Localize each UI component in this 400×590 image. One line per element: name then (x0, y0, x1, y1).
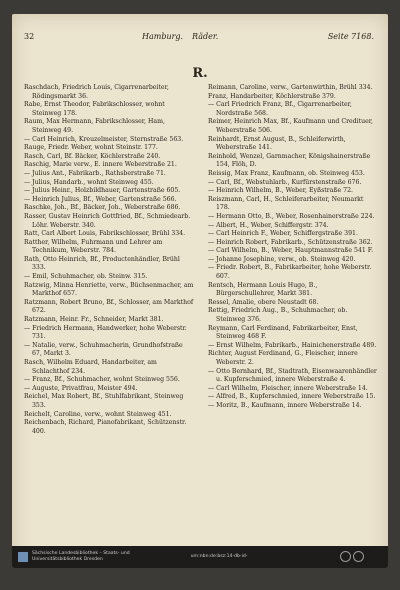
directory-entry: — Otto Bernhard, Bf., Stadtrath, Eisenwaarenhändler u. Kupferschmied, innere Weberstraße 4. (208, 367, 377, 384)
directory-entry: Reichenbach, Richard, Pianofabrikant, Schützenstr. 400. (24, 419, 187, 435)
directory-entry: — Moritz, B., Kaufmann, innere Weberstraße 14. (208, 401, 362, 409)
directory-entry: Richter, August Ferdinand, G., Fleischer, innere Weberstr. 2. (208, 350, 358, 366)
directory-entry: — Carl Friedrich Franz, Bf., Cigarrenarbeiter, Nordstraße 568. (208, 101, 352, 117)
directory-entry: Ratzmann, Robert Bruno, Bf., Schlosser, am Markthof 672. (24, 298, 194, 315)
directory-entry: — Julius Heinr., Holzbildhauer, Gartenstraße 605. (24, 187, 181, 195)
header-mid-title: Räder. (192, 32, 219, 41)
footer-library-text: Sächsische Landesbibliothek – Staats- und Universitätsbibliothek Dresden (32, 551, 130, 562)
directory-entry: Rauge, Friedr. Weber, wohnt Steinstr. 177. (24, 144, 158, 152)
directory-entry: Ratther, Wilhelm, Fuhrmann und Lehrer am Technikum, Weberstr. 784. (24, 238, 163, 255)
directory-entry: — Carl, Bf., Webstuhlarb., Kurfürstenstraße 676. (208, 178, 362, 186)
directory-entry: Rabe, Ernst Theodor, Fabrikschlosser, wohnt Steinweg 178. (24, 101, 165, 117)
directory-entry: — Carl Heinrich F., Weber, Schiffergstraße 391. (208, 230, 358, 238)
directory-entry: — Natalie, verw., Schuhmacherin, Grundhofstraße 67, Markt 3. (24, 341, 183, 358)
left-column (24, 84, 194, 436)
directory-entry: Reichel, Max Robert, Bf., Stuhlfabrikant, Steinweg 353. (24, 393, 184, 409)
directory-entry: — Heinrich Robert, Fabrikarb., Schützenstraße 362. (208, 238, 373, 246)
directory-entry: Ressel, Amalie, obere Neustadt 68. (208, 298, 319, 306)
directory-entry: Reymann, Carl Ferdinand, Fabrikarbeiter, Enst, Steinweg 468 F. (208, 324, 358, 341)
directory-entry: — Franz, Bf., Schuhmacher, wohnt Steinweg 556. (24, 376, 180, 384)
directory-entry: Reimann, Caroline, verw., Gartenwirthin, Brühl 334. (208, 84, 373, 91)
directory-entry: Franz, Handarbeiter, Köchlerstraße 379. (208, 92, 336, 100)
directory-entry: Raschdach, Friedrich Louis, Cigarrenarbeiter, Rödingsmarkt 36. (24, 84, 169, 100)
directory-entry: Ratzmann, Heinr. Fr., Schneider, Markt 381. (24, 316, 164, 324)
header-right-title: Seite 7168. (327, 32, 374, 41)
directory-entry: Rasch, Wilhelm Eduard, Handarbeiter, am Schlachthof 234. (24, 359, 157, 375)
library-logo-icon (18, 552, 28, 562)
directory-entry: Rasch, Carl, Bf. Bäcker, Köchlerstraße 240. (24, 152, 161, 160)
footer-bar (12, 546, 388, 568)
directory-entry: — Carl Heinrich, Kreuzelmeister, Sternstraße 563. (24, 135, 184, 143)
directory-entry: Ratt, Carl Albert Louis, Fabrikschlosser, Brühl 334. (24, 230, 186, 238)
directory-entry: Reichelt, Caroline, verw., wohnt Steinweg 451. (24, 410, 172, 418)
directory-entry: Rasser, Gustav Heinrich Gottfried, Bf., Schmiedearb. Löhr. Weberstr. 340. (24, 212, 191, 229)
directory-entry: — Alfred, B., Kupferschmied, innere Weberstraße 15. (208, 393, 376, 401)
footer-urn-text: urn:nbn:de:bsz:14-db-id- (190, 554, 248, 559)
directory-entry: — Carl Wilhelm, Fleischer, innere Weberstraße 14. (208, 384, 368, 392)
directory-entry: Rath, Otto Heinrich, Bf., Productenhändler, Brühl 333. (24, 255, 180, 272)
directory-entry: — Hermann Otto, B., Weber, Rosenhainerstraße 224. (208, 212, 375, 220)
directory-entry: — Albert, H., Weber, Schiffergstr. 374. (208, 221, 329, 229)
directory-entry: Rentsch, Hermann Louis Hugo, B., Bürgerschullehrer, Markt 381. (208, 281, 318, 298)
directory-entry: Reissig, Max Franz, Kaufmann, ob. Steinweg 453. (208, 169, 365, 177)
section-letter: R. (192, 66, 208, 81)
cc-icon (340, 551, 351, 562)
directory-entry: — Auguste, Privatfrau, Meister 494. (24, 384, 138, 392)
page-header (24, 32, 374, 46)
directory-entry: — Carl Wilhelm, B., Weber, Hauptmannstraße 541 F. (208, 247, 374, 255)
directory-entry: Reimer, Heinrich Max, Bf., Kaufmann und Credituer, Weberstraße 506. (208, 118, 374, 134)
directory-entry: — Friedr. Robert, B., Fabrikarbeiter, hohe Weberstr. 607. (208, 264, 372, 281)
directory-entry: Reinhardt, Ernst August, B., Schleiferwirth, Weberstraße 141. (208, 135, 346, 152)
directory-entry: Rettig, Friedrich Aug., B., Schuhmacher, ob. Steinweg 376. (208, 307, 348, 324)
directory-entry: — Heinrich Julius, Bf., Weber, Gartenstraße 566. (24, 195, 177, 203)
right-column (208, 84, 378, 411)
page-number: 32 (24, 32, 35, 41)
directory-entry: — Heinrich Wilhelm, B., Weber, Eyßstraße 72. (208, 187, 354, 195)
directory-entry: Reinhold, Wenzel, Garnmacher, Königshainerstraße 154, Flöh, D. (208, 152, 371, 169)
directory-entry: Raum, Max Hermann, Fabrikschlosser, Ham, Steinweg 49. (24, 118, 165, 134)
directory-entry: Ratzwig, Minna Henriette, verw., Büchsenmacher, am Markthof 657. (24, 281, 194, 298)
directory-entry: — Julius, Handarb., wohnt Steinweg 455. (24, 178, 154, 186)
directory-entry: Reiszmann, Carl, H., Schleiferarbeiter, Neumarkt 178. (208, 195, 364, 212)
directory-entry: Raschke, Joh., Bf., Bäcker, Joh., Weberstraße 686. (24, 204, 181, 212)
directory-entry: — Friedrich Hermann, Handwerker, hohe Weberstr. 731. (24, 324, 187, 341)
directory-entry: Raschig, Marie verw., E. innere Weberstraße 21. (24, 161, 177, 169)
directory-entry: — Julius Ant., Fabrikarb., Rathsberstraße 71. (24, 169, 166, 177)
license-icon (353, 551, 364, 562)
directory-entry: — Johanne Josephine, verw., ob. Steinweg 420. (208, 255, 356, 263)
document-page (12, 14, 388, 568)
footer-license-icons (338, 551, 378, 563)
directory-entry: — Ernst Wilhelm, Fabrikarb., Hainichenerstraße 489. (208, 341, 377, 349)
directory-entry: — Emil, Schuhmacher, ob. Steinw. 315. (24, 273, 148, 281)
header-left-title: Hamburg. (142, 32, 184, 41)
